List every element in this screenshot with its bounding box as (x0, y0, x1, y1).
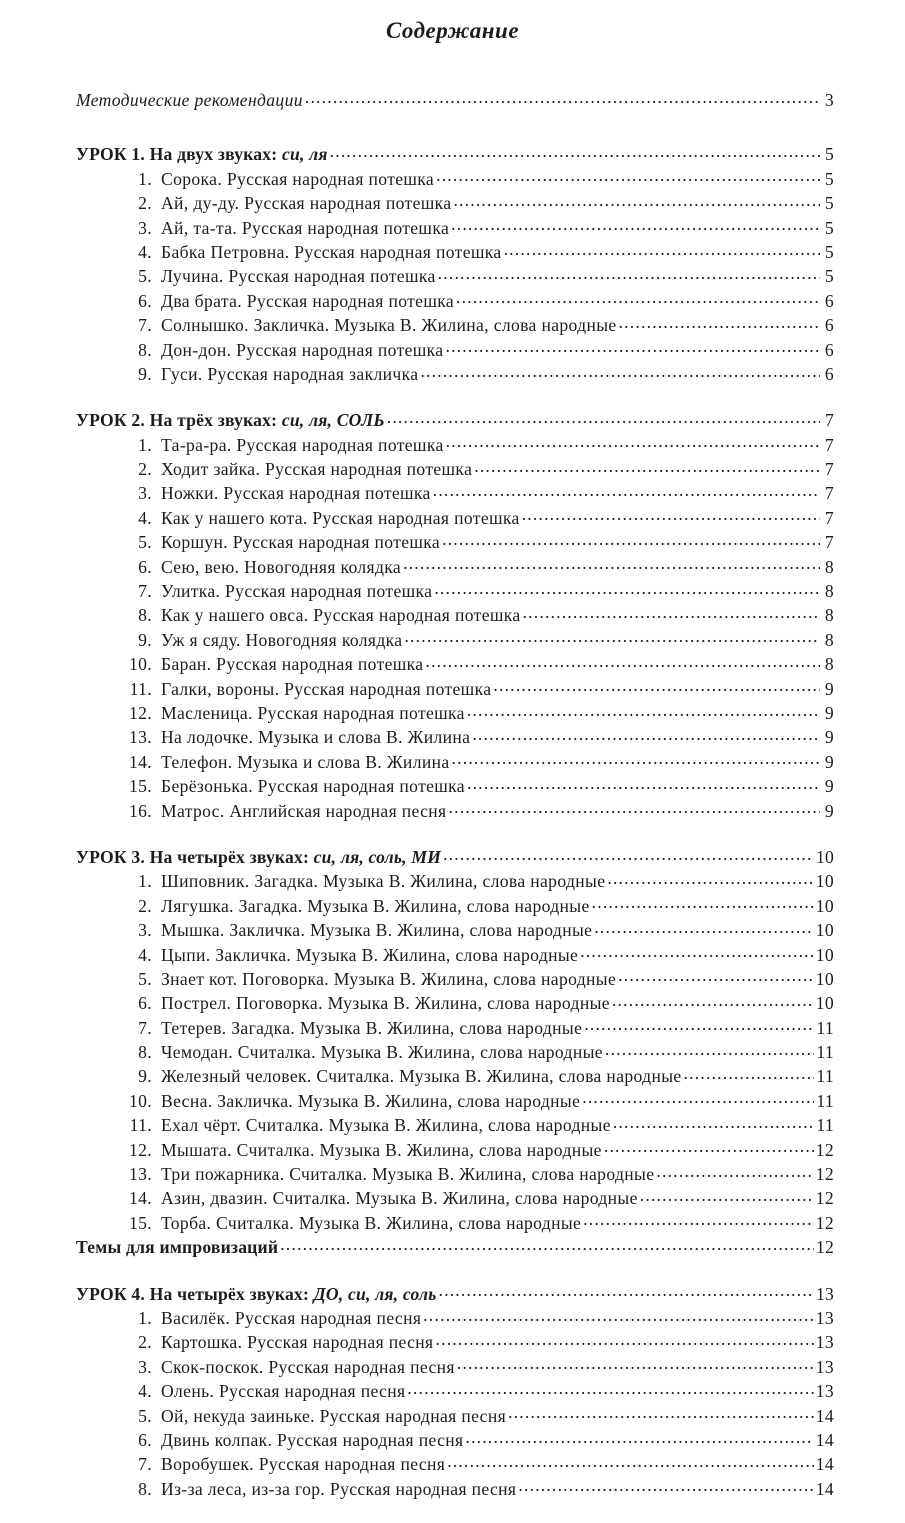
lesson-heading[interactable] (76, 843, 834, 867)
page-number: 5 (824, 241, 834, 262)
leader-dots (522, 504, 820, 524)
entry-number: 3. (138, 483, 152, 504)
entry-number: 12. (128, 702, 152, 723)
entry-title: Железный человек. Считалка. Музыка В. Жилина, слова народные (161, 1066, 682, 1087)
leader-dots (612, 989, 814, 1009)
section-gap (76, 821, 834, 843)
leader-dots (580, 941, 813, 961)
page-number: 11 (816, 1115, 834, 1136)
page-number: 10 (816, 846, 834, 867)
entry-title: Уж я сяду. Новогодняя колядка (161, 629, 403, 650)
page-number: 7 (824, 507, 834, 528)
lesson-notes: си, ля (281, 144, 328, 165)
entry-title: Из-за леса, из-за гор. Русская народная песня (161, 1478, 517, 1499)
entry-number: 3. (138, 217, 152, 238)
leader-dots (452, 748, 820, 768)
leader-dots (584, 1014, 814, 1034)
page-number: 6 (824, 315, 834, 336)
page-number: 8 (824, 581, 834, 602)
page-number: 12 (815, 1212, 834, 1233)
page-number: 7 (824, 532, 834, 553)
entry-title: Знает кот. Поговорка. Музыка В. Жилина, слова народные (161, 968, 617, 989)
entry-title: Олень. Русская народная песня (161, 1381, 406, 1402)
page-number: 10 (815, 895, 834, 916)
entry-title: Темы для импровизаций (76, 1237, 279, 1258)
toc-entry[interactable] (76, 1450, 834, 1474)
leader-dots (423, 1304, 813, 1324)
entry-number: 16. (128, 800, 152, 821)
leader-dots (451, 214, 820, 234)
entry-number: 5. (138, 968, 152, 989)
entry-title: Сею, вею. Новогодняя колядка (161, 556, 402, 577)
leader-dots (605, 1038, 814, 1058)
page-number: 8 (824, 629, 834, 650)
toc-entry[interactable] (76, 311, 834, 335)
toc-entry[interactable] (76, 941, 834, 965)
leader-dots (582, 1087, 814, 1107)
toc-entry[interactable] (76, 699, 834, 723)
page-number: 13 (815, 1381, 834, 1402)
leader-dots (465, 1426, 813, 1446)
entry-number: 2. (138, 193, 152, 214)
entry-number: 10. (128, 1090, 152, 1111)
leader-dots (407, 1377, 813, 1397)
entry-number: 6. (138, 290, 152, 311)
entry-title: Лучина. Русская народная потешка (161, 266, 436, 287)
leader-dots (474, 455, 820, 475)
entry-number: 14. (128, 1188, 152, 1209)
leader-dots (404, 626, 820, 646)
entry-title: Сорока. Русская народная потешка (161, 168, 435, 189)
toc-entry[interactable] (76, 528, 834, 552)
page-number: 6 (824, 290, 834, 311)
entry-number: 9. (138, 1066, 152, 1087)
entry-number: 7. (138, 581, 152, 602)
page-number: 7 (825, 410, 834, 431)
entry-number: 6. (138, 993, 152, 1014)
entry-title: Лягушка. Загадка. Музыка В. Жилина, слова народные (161, 895, 590, 916)
page-number: 11 (816, 1042, 834, 1063)
leader-dots (436, 165, 820, 185)
section-gap (76, 384, 834, 406)
entry-title: Шиповник. Загадка. Музыка В. Жилина, слова народные (161, 871, 606, 892)
toc-entry[interactable] (76, 1402, 834, 1426)
entry-title: Чемодан. Считалка. Музыка В. Жилина, слова народные (161, 1042, 603, 1063)
lesson-title (76, 142, 328, 166)
toc-entry[interactable] (76, 1038, 834, 1062)
table-of-contents (76, 86, 834, 1499)
page-number: 5 (824, 217, 834, 238)
section-gap (76, 1258, 834, 1280)
toc-entry[interactable] (76, 189, 834, 213)
leader-dots (447, 1450, 814, 1470)
entry-title: Торба. Считалка. Музыка В. Жилина, слова народные (161, 1212, 582, 1233)
toc-entry[interactable] (76, 1087, 834, 1111)
leader-dots (456, 287, 820, 307)
toc-entry[interactable] (76, 797, 834, 821)
page-number: 10 (815, 871, 834, 892)
entry-number: 12. (128, 1139, 152, 1160)
leader-dots (618, 965, 814, 985)
entry-number: 15. (128, 1212, 152, 1233)
toc-entry[interactable] (76, 1111, 834, 1135)
toc-entry[interactable] (76, 431, 834, 455)
page-number: 14 (815, 1454, 834, 1475)
leader-dots (592, 892, 814, 912)
toc-entry[interactable] (76, 360, 834, 384)
page-number: 9 (824, 727, 834, 748)
toc-entry[interactable] (76, 479, 834, 503)
entry-title: Гуси. Русская народная закличка (161, 363, 419, 384)
page-number: 14 (815, 1405, 834, 1426)
page-number: 5 (824, 266, 834, 287)
lesson-heading[interactable] (76, 1280, 834, 1304)
entry-title: Картошка. Русская народная песня (161, 1332, 434, 1353)
toc-entry[interactable] (76, 214, 834, 238)
toc-entry[interactable] (76, 1160, 834, 1184)
lesson-notes: си, ля, соль, МИ (313, 846, 442, 867)
lesson-prefix: УРОК 1. На двух звуках: (76, 144, 282, 165)
toc-entry[interactable] (76, 1062, 834, 1086)
entry-number: 15. (128, 776, 152, 797)
entry-number: 13. (128, 727, 152, 748)
toc-entry[interactable] (76, 165, 834, 189)
toc-entry[interactable] (76, 1209, 834, 1233)
page-number: 10 (815, 968, 834, 989)
leader-dots (472, 723, 820, 743)
toc-entry[interactable] (76, 455, 834, 479)
leader-dots (442, 528, 820, 548)
entry-title: Мышка. Закличка. Музыка В. Жилина, слова народные (161, 920, 593, 941)
entry-number: 3. (138, 1356, 152, 1377)
entry-title: Тетерев. Загадка. Музыка В. Жилина, слова народные (161, 1017, 583, 1038)
page-number: 7 (824, 459, 834, 480)
entry-title: Азин, двазин. Считалка. Музыка В. Жилина, слова народные (161, 1188, 638, 1209)
page-number: 12 (816, 1237, 834, 1258)
lesson-prefix: УРОК 3. На четырёх звуках: (76, 846, 314, 867)
leader-dots (508, 1402, 814, 1422)
toc-entry[interactable] (76, 1136, 834, 1160)
entry-title: Матрос. Английская народная песня (161, 800, 447, 821)
page-number: 12 (815, 1164, 834, 1185)
leader-dots (518, 1475, 813, 1495)
toc-entry[interactable] (76, 238, 834, 262)
entry-title: Баран. Русская народная потешка (161, 654, 424, 675)
leader-dots (656, 1160, 813, 1180)
page-number: 6 (824, 363, 834, 384)
page-number: 7 (824, 434, 834, 455)
page-title: Содержание (385, 18, 520, 43)
leader-dots (425, 650, 820, 670)
leader-dots (504, 238, 820, 258)
lesson-heading[interactable] (76, 140, 834, 164)
toc-entry[interactable] (76, 867, 834, 891)
toc-entry[interactable] (76, 772, 834, 796)
entry-title: Улитка. Русская народная потешка (161, 581, 433, 602)
page-number: 5 (825, 144, 834, 165)
section-gap (76, 110, 834, 140)
leader-dots (436, 1328, 814, 1348)
entry-title: Воробушек. Русская народная песня (161, 1454, 446, 1475)
entry-number: 5. (138, 1405, 152, 1426)
entry-title: На лодочке. Музыка и слова В. Жилина (161, 727, 471, 748)
leader-dots (443, 843, 814, 863)
leader-dots (607, 867, 813, 887)
leader-dots (445, 336, 820, 356)
page-number: 13 (815, 1307, 834, 1328)
toc-entry[interactable] (76, 1328, 834, 1352)
entry-number: 3. (138, 920, 152, 941)
leader-dots (280, 1233, 814, 1253)
entry-title: Масленица. Русская народная потешка (161, 702, 465, 723)
toc-entry[interactable] (76, 1377, 834, 1401)
lesson-title (76, 845, 441, 869)
toc-entry[interactable] (76, 675, 834, 699)
entry-title: Дон-дон. Русская народная потешка (161, 339, 444, 360)
leader-dots (613, 1111, 815, 1131)
entry-number: 8. (138, 1042, 152, 1063)
entry-number: 9. (138, 629, 152, 650)
entry-number: 13. (128, 1164, 152, 1185)
entry-title: Ножки. Русская народная потешка (161, 483, 431, 504)
lesson-title (76, 408, 385, 432)
leader-dots (433, 479, 820, 499)
toc-entry[interactable] (76, 577, 834, 601)
page-number: 9 (824, 800, 834, 821)
entry-title: Три пожарника. Считалка. Музыка В. Жилина, слова народные (161, 1164, 655, 1185)
entry-number: 1. (138, 168, 152, 189)
leader-dots (684, 1062, 815, 1082)
toc-entry[interactable] (76, 1014, 834, 1038)
page-number: 9 (824, 751, 834, 772)
lesson-heading[interactable] (76, 406, 834, 430)
entry-title: Два брата. Русская народная потешка (161, 290, 455, 311)
entry-title: Пострел. Поговорка. Музыка В. Жилина, слова народные (161, 993, 610, 1014)
toc-entry[interactable] (76, 916, 834, 940)
entry-title: Мышата. Считалка. Музыка В. Жилина, слова народные (161, 1139, 602, 1160)
toc-entry[interactable] (76, 553, 834, 577)
entry-title: Телефон. Музыка и слова В. Жилина (161, 751, 450, 772)
entry-number: 5. (138, 532, 152, 553)
toc-entry[interactable] (76, 601, 834, 625)
lesson-prefix: УРОК 4. На четырёх звуках: (76, 1283, 314, 1304)
leader-dots (449, 797, 821, 817)
entry-title: Та-ра-ра. Русская народная потешка (161, 434, 444, 455)
leader-dots (438, 1280, 814, 1300)
entry-number: 7. (138, 315, 152, 336)
entry-number: 1. (138, 434, 152, 455)
lesson-prefix: УРОК 2. На трёх звуках: (76, 410, 282, 431)
entry-title: Василёк. Русская народная песня (161, 1307, 422, 1328)
leader-dots (583, 1209, 814, 1229)
page-number: 14 (815, 1429, 834, 1450)
page-number: 12 (815, 1188, 834, 1209)
leader-dots (619, 311, 820, 331)
page-number: 8 (824, 556, 834, 577)
page-number: 11 (816, 1066, 834, 1087)
page-number: 10 (815, 920, 834, 941)
entry-title: Весна. Закличка. Музыка В. Жилина, слова народные (161, 1090, 581, 1111)
leader-dots (387, 406, 820, 426)
leader-dots (594, 916, 813, 936)
entry-number: 4. (138, 241, 152, 262)
entry-title: Цыпи. Закличка. Музыка В. Жилина, слова народные (161, 944, 579, 965)
entry-title: Скок-поскок. Русская народная песня (161, 1356, 455, 1377)
entry-title: Ай, та-та. Русская народная потешка (161, 217, 450, 238)
entry-number: 11. (129, 678, 152, 699)
entry-number: 10. (128, 654, 152, 675)
toc-entry[interactable] (76, 650, 834, 674)
entry-title: Бабка Петровна. Русская народная потешка (161, 241, 502, 262)
leader-dots (403, 553, 820, 573)
page-number: 14 (815, 1478, 834, 1499)
leader-dots (434, 577, 820, 597)
entry-title: Ехал чёрт. Считалка. Музыка В. Жилина, слова народные (161, 1115, 611, 1136)
entry-title: Ой, некуда заиньке. Русская народная песня (161, 1405, 507, 1426)
entry-title: Как у нашего кота. Русская народная потешка (161, 507, 520, 528)
page-number: 11 (816, 1017, 834, 1038)
entry-title: Как у нашего овса. Русская народная потешка (161, 605, 521, 626)
entry-number: 6. (138, 1429, 152, 1450)
leader-dots (420, 360, 820, 380)
page-number: 8 (824, 605, 834, 626)
page-number: 5 (824, 193, 834, 214)
leader-dots (523, 601, 820, 621)
entry-number: 4. (138, 944, 152, 965)
leader-dots (604, 1136, 814, 1156)
page-number: 3 (824, 90, 834, 110)
page-number: 10 (815, 944, 834, 965)
toc-entry[interactable] (76, 989, 834, 1013)
page-number: 13 (816, 1283, 834, 1304)
page-number: 12 (815, 1139, 834, 1160)
entry-number: 8. (138, 1478, 152, 1499)
entry-title: Ходит зайка. Русская народная потешка (161, 459, 473, 480)
leader-dots (305, 86, 820, 106)
toc-entry[interactable] (76, 1353, 834, 1377)
page-number: 5 (824, 168, 834, 189)
page-number: 8 (824, 654, 834, 675)
entry-number: 2. (138, 895, 152, 916)
entry-number: 5. (138, 266, 152, 287)
page-number: 10 (815, 993, 834, 1014)
page-number: 9 (824, 702, 834, 723)
entry-number: 1. (138, 1307, 152, 1328)
toc-entry[interactable] (76, 262, 834, 286)
page-number: 7 (824, 483, 834, 504)
entry-title: Берёзонька. Русская народная потешка (161, 776, 465, 797)
toc-entry[interactable] (76, 892, 834, 916)
entry-title: Галки, вороны. Русская народная потешка (161, 678, 492, 699)
entry-title: Методические рекомендации (76, 90, 303, 110)
entry-number: 9. (138, 363, 152, 384)
toc-entry-method[interactable] (76, 86, 834, 110)
page-number: 9 (824, 776, 834, 797)
toc-entry[interactable] (76, 723, 834, 747)
page-number: 9 (824, 678, 834, 699)
entry-number: 8. (138, 605, 152, 626)
toc-entry[interactable] (76, 336, 834, 360)
lesson-title (76, 1282, 436, 1306)
entry-number: 14. (128, 751, 152, 772)
entry-number: 1. (138, 871, 152, 892)
toc-entry[interactable] (76, 965, 834, 989)
toc-entry[interactable] (76, 1304, 834, 1328)
leader-dots (493, 675, 820, 695)
entry-number: 2. (138, 1332, 152, 1353)
leader-dots (640, 1184, 814, 1204)
entry-number: 6. (138, 556, 152, 577)
entry-number: 4. (138, 507, 152, 528)
toc-entry[interactable] (76, 1426, 834, 1450)
page-number: 13 (815, 1356, 834, 1377)
leader-dots (457, 1353, 814, 1373)
lesson-notes: си, ля, СОЛЬ (281, 410, 385, 431)
entry-number: 2. (138, 459, 152, 480)
entry-number: 8. (138, 339, 152, 360)
toc-entry[interactable] (76, 626, 834, 650)
leader-dots (446, 431, 820, 451)
leader-dots (330, 140, 820, 160)
lesson-notes: ДО, си, ля, соль (313, 1283, 437, 1304)
leader-dots (438, 262, 820, 282)
toc-entry[interactable] (76, 1184, 834, 1208)
page-number: 11 (816, 1090, 834, 1111)
toc-entry[interactable] (76, 748, 834, 772)
toc-entry-themes[interactable] (76, 1233, 834, 1257)
entry-title: Ай, ду-ду. Русская народная потешка (161, 193, 452, 214)
entry-number: 7. (138, 1454, 152, 1475)
entry-number: 4. (138, 1381, 152, 1402)
entry-title: Коршун. Русская народная потешка (161, 532, 441, 553)
leader-dots (467, 699, 820, 719)
toc-entry[interactable] (76, 504, 834, 528)
toc-entry[interactable] (76, 1475, 834, 1499)
entry-number: 11. (129, 1115, 152, 1136)
entry-number: 7. (138, 1017, 152, 1038)
page-number: 6 (824, 339, 834, 360)
leader-dots (453, 189, 820, 209)
toc-entry[interactable] (76, 287, 834, 311)
entry-title: Солнышко. Закличка. Музыка В. Жилина, слова народные (161, 315, 617, 336)
leader-dots (467, 772, 820, 792)
entry-title: Двинь колпак. Русская народная песня (161, 1429, 464, 1450)
page-number: 13 (815, 1332, 834, 1353)
